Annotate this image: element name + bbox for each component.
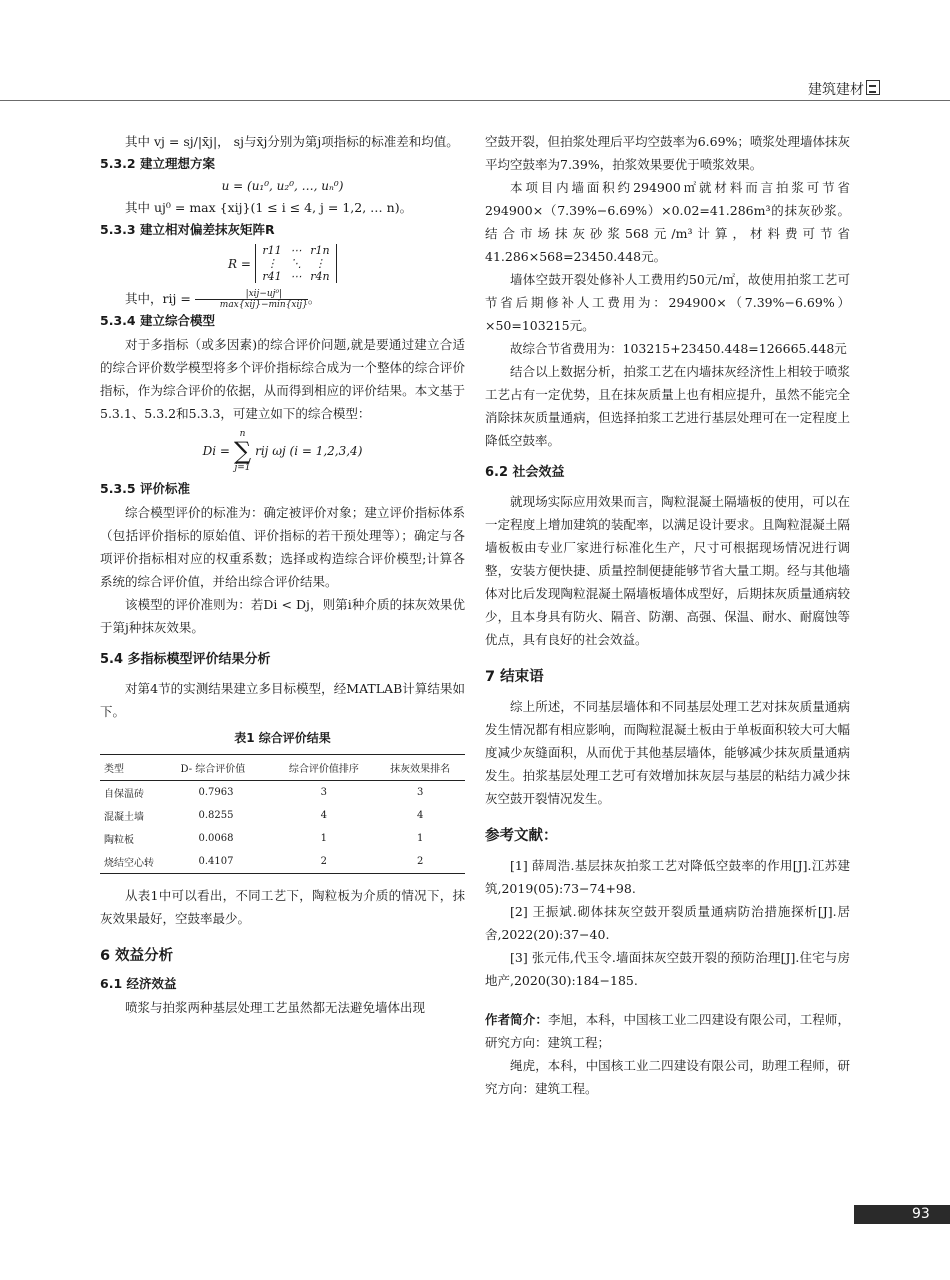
evaluation-standard-paragraph: 综合模型评价的标准为：确定被评价对象；建立评价指标体系（包括评价指标的原始值、评价指标的若干预处理等）；确定与各项评价指标相对应的权重系数；选择或构造综合评价模型;计算各系统的综合评价值，并给出综合评价结果。 (100, 505, 465, 589)
sigma-icon: ∑ (233, 437, 252, 465)
table-cell: 4 (416, 810, 424, 821)
matrix-cell: r4n (310, 270, 330, 283)
social-benefit-paragraph: 就现场实际应用效果而言，陶粒混凝土隔墙板的使用，可以在一定程度上增加建筑的装配率，以满足设计要求。且陶粒混凝土隔墙板板由专业厂家进行标准化生产，尺寸可根据现场情况进行调整，安装方便快捷、质量控制便捷能够节省大量工期。经与其他墙体对比后发现陶粒混凝土隔墙板墙体成型好，后期抹灰质量通病较少，且本身具有防火、隔音、防潮、高强、保温、耐水、耐腐蚀等优点，具有良好的社会效益。 (485, 494, 850, 647)
author-intro-1 (485, 1008, 850, 1054)
matrix-cell: ⋮ (314, 257, 326, 270)
section-6-1-title: 6.1 经济效益 (100, 976, 177, 991)
right-column (485, 130, 850, 1100)
table-cell: 2 (272, 850, 375, 874)
table-cell: 0.7963 (198, 787, 234, 798)
matrix-cell: ⋱ (290, 257, 302, 270)
conclusion-paragraph: 综上所述，不同基层墙体和不同基层处理工艺对抹灰质量通病发生情况都有相应影响，而陶粒混凝土板由于单板面积较大可大幅度减少灰缝面积，从而优于其他基层墙体，能够减少抹灰质量通病发生。拍浆基层处理工艺可有效增加抹灰层与基层的粘结力减少抹灰空鼓开裂情况发生。 (485, 699, 850, 806)
table-cell: 3 (416, 787, 424, 798)
evaluation-criterion-paragraph: 该模型的评价准则为：若Di < Dj，则第i种介质的抹灰效果优于第j种抹灰效果。 (100, 597, 465, 635)
ideal-scheme-text: 其中 uj⁰ = max {xij}(1 ≤ i ≤ 4, j = 1,2, … n)。 (125, 200, 413, 215)
table-cell: 0.4107 (176, 850, 272, 874)
table-header: 综合评价值排序 (272, 755, 375, 781)
reference-item: [3] 张元伟,代玉令.墙面抹灰空鼓开裂的预防治理[J].住宅与房地产,2020(30):184−185. (485, 950, 850, 988)
table-1-title: 表1 综合评价结果 (234, 731, 331, 745)
table-cell: 0.8255 (198, 810, 234, 821)
table-row (100, 827, 465, 850)
rij-prefix: 其中，rij = (125, 291, 191, 306)
comprehensive-model-paragraph: 对于多指标（或多因素)的综合评价问题,就是要通过建立合适的综合评价数学模型将多个评价指标综合成为一个整体的综合评价指标，作为综合评价的依据，从而得到相应的评价结果。本文基于5.3.1、5.3.2和5.3.3，可建立如下的综合模型： (100, 337, 465, 421)
author-1-text: 李旭，本科，中国核工业二四建设有限公司，工程师，研究方向：建筑工程； (485, 1012, 850, 1050)
table-cell: 2 (375, 850, 465, 874)
journal-name: 建筑建材 (808, 82, 864, 98)
reference-item: [2] 王振斌.砌体抹灰空鼓开裂质量通病防治措施探析[J].居舍,2022(20):37−40. (485, 904, 850, 942)
table-cell: 3 (320, 787, 328, 798)
table-cell: 4 (320, 810, 328, 821)
matrix-cell: r1n (310, 244, 330, 257)
table-cell: 自保温砖 (104, 789, 144, 800)
matrix-element-definition (100, 287, 465, 310)
table-cell: 0.0068 (198, 833, 234, 844)
formula-rhs: rij ωj (i = 1,2,3,4) (255, 444, 363, 458)
rij-suffix: 。 (307, 291, 321, 306)
economic-conclusion-paragraph: 结合以上数据分析，拍浆工艺在内墙抹灰经济性上相较于喷浆工艺占有一定优势，且在抹灰质量上也有相应提升，虽然不能完全消除抹灰质量通病，但选择拍浆工艺进行基层处理可在一定程度上降低空鼓率。 (485, 364, 850, 448)
matrix-cell: ⋯ (290, 270, 302, 283)
matrix-cell: ⋯ (290, 244, 302, 257)
rij-denominator: max{xij}−min{xij} (219, 300, 308, 310)
header-rule (0, 100, 950, 101)
table-cell: 1 (320, 833, 328, 844)
labor-saving-paragraph: 墙体空鼓开裂处修补人工费用约50元/㎡，故使用拍浆工艺可节省后期修补人工费用为：294900×（7.39%−6.69%）×50=103215元。 (485, 272, 850, 333)
table-cell: 1 (416, 833, 424, 844)
table-header-row (100, 755, 465, 781)
sigma-upper: n (239, 429, 246, 439)
total-saving-paragraph: 故综合节省费用为：103215+23450.448=126665.448元 (510, 341, 847, 356)
intro-paragraph: 其中 vj = sj/|x̄j|， sj与x̄j分别为第j项指标的标准差和均值。 (125, 134, 459, 149)
table-row (100, 850, 465, 874)
section-5-3-2-title: 5.3.2 建立理想方案 (100, 156, 215, 171)
table-row (100, 804, 465, 827)
matlab-result-paragraph: 对第4节的实测结果建立多目标模型，经MATLAB计算结果如下。 (100, 681, 465, 719)
matrix-cell: r41 (262, 270, 282, 283)
table-header: 抹灰效果排名 (375, 755, 465, 781)
section-5-3-5-title: 5.3.5 评价标准 (100, 481, 190, 496)
comprehensive-model-formula (100, 429, 465, 473)
section-7-title: 7 结束语 (485, 669, 544, 685)
left-column (100, 130, 465, 1019)
summation-symbol (234, 429, 251, 473)
section-5-3-4-title: 5.3.4 建立综合模型 (100, 313, 215, 328)
table-cell: 烧结空心转 (100, 850, 176, 874)
deviation-matrix (100, 244, 465, 283)
author-intro-label: 作者简介： (485, 1012, 548, 1027)
table-cell: 混凝土墙 (104, 812, 144, 823)
table-conclusion-paragraph: 从表1中可以看出，不同工艺下，陶粒板为介质的情况下，抹灰效果最好，空鼓率最少。 (100, 888, 465, 926)
matrix-label: R = (228, 256, 251, 271)
comprehensive-evaluation-table (100, 754, 465, 874)
section-6-title: 6 效益分析 (100, 948, 174, 964)
author-intro-2: 绳虎，本科，中国核工业二四建设有限公司，助理工程师，研究方向：建筑工程。 (485, 1058, 850, 1096)
matrix-body (255, 244, 337, 283)
section-5-3-3-title: 5.3.3 建立相对偏差抹灰矩阵R (100, 222, 275, 237)
section-6-2-title: 6.2 社会效益 (485, 465, 565, 480)
sigma-lower: j=1 (234, 463, 251, 473)
matrix-cell: r11 (262, 244, 282, 257)
formula-lhs: Di = (202, 444, 230, 458)
table-header: D- 综合评价值 (176, 755, 272, 781)
journal-logo-icon (866, 80, 880, 95)
economic-benefit-paragraph-start: 喷浆与拍浆两种基层处理工艺虽然都无法避免墙体出现 (125, 1000, 426, 1015)
ideal-scheme-formula: u = (u₁⁰, u₂⁰, …, uₙ⁰) (221, 179, 344, 193)
table-cell: 陶粒板 (104, 835, 134, 846)
economic-benefit-paragraph-cont: 空鼓开裂，但拍浆处理后平均空鼓率为6.69%；喷浆处理墙体抹灰平均空鼓率为7.39%，拍浆效果要优于喷浆效果。 (485, 134, 850, 172)
rij-fraction (195, 289, 308, 310)
table-row (100, 781, 465, 805)
rij-numerator: |xij−uj⁰| (195, 289, 308, 300)
reference-item: [1] 薛周浩.基层抹灰拍浆工艺对降低空鼓率的作用[J].江苏建筑,2019(05):73−74+98. (485, 858, 850, 896)
material-saving-paragraph: 本项目内墙面积约294900㎡就材料而言拍浆可节省294900×（7.39%−6.69%）×0.02=41.286m³的抹灰砂浆。结合市场抹灰砂浆568元/m³计算，材料费可节省41.286×568=23450.448元。 (485, 180, 850, 264)
matrix-cell: ⋮ (266, 257, 278, 270)
section-5-4-title: 5.4 多指标模型评价结果分析 (100, 652, 271, 667)
page-number: 93 (854, 1205, 950, 1224)
table-header: 类型 (100, 755, 176, 781)
references-title: 参考文献： (485, 828, 558, 844)
